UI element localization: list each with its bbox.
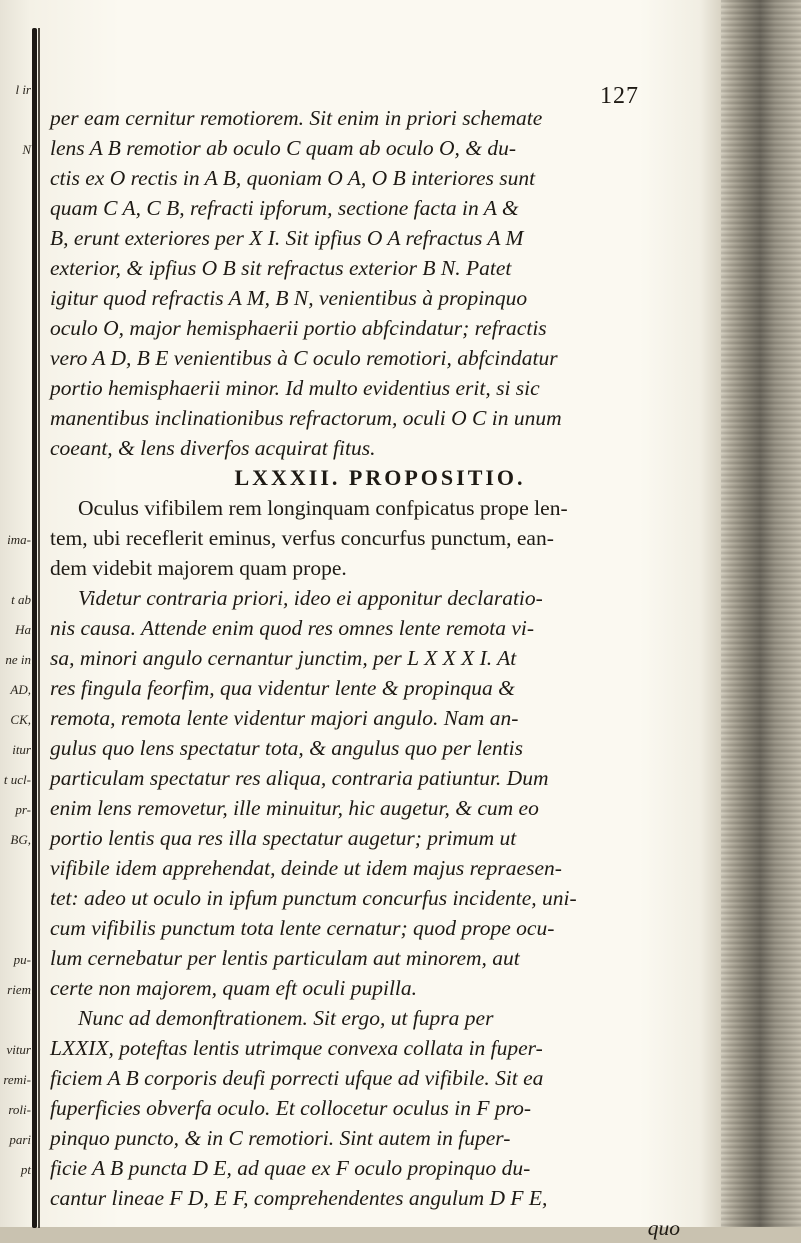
demonstration-line: particulam spectatur res aliqua, contraria patiuntur. Dum <box>50 766 549 790</box>
text-line: lens A B remotior ab oculo C quam ab oculo O, & du- <box>50 136 517 160</box>
facing-page-fragment <box>0 345 31 375</box>
demonstration-line: tet: adeo ut oculo in ipfum punctum concurfus incidente, uni- <box>50 886 577 910</box>
demonstration-line: enim lens removetur, ille minuitur, hic augetur, & cum eo <box>50 796 539 820</box>
facing-page-fragment: t ucl- <box>3 772 31 787</box>
proposition-line: dem videbit majorem quam prope. <box>50 556 347 580</box>
facing-page-fragment: Ha <box>15 622 31 637</box>
paragraph-line: ficie A B puncta D E, ad quae ex F oculo propinquo du- <box>50 1156 531 1180</box>
page-gutter-rule <box>32 28 37 1228</box>
facing-page-fragment: t ab <box>11 592 31 607</box>
facing-page-fragment <box>0 315 31 345</box>
demonstration-line: Videtur contraria priori, ideo ei apponitur declaratio- <box>78 586 543 610</box>
facing-page-fragment <box>0 855 31 885</box>
facing-page-fragment <box>0 195 31 225</box>
facing-page-fragment <box>0 555 31 585</box>
facing-page-fragment: CK, <box>10 712 31 727</box>
facing-page-fragment <box>0 915 31 945</box>
facing-page-fragment: ima- <box>7 532 31 547</box>
facing-page-fragment <box>0 105 31 135</box>
proposition-heading: LXXXII. PROPOSITIO. <box>234 465 526 490</box>
facing-page-fragment: pari <box>9 1132 31 1147</box>
catchword: quo <box>647 1216 680 1240</box>
facing-page-fragment <box>0 885 31 915</box>
page-body <box>50 103 710 1243</box>
demonstration-line: cum vifibilis punctum tota lente cernatur; quod prope ocu- <box>50 916 555 940</box>
demonstration-line: res fingula feorfim, qua videntur lente & propinqua & <box>50 676 515 700</box>
facing-page-fragment: vitur <box>6 1042 31 1057</box>
paragraph-line: cantur lineae F D, E F, comprehendentes angulum D F E, <box>50 1186 548 1210</box>
paragraph-line: LXXIX, poteftas lentis utrimque convexa collata in fuper- <box>50 1036 543 1060</box>
facing-page-fragment: AD, <box>10 682 31 697</box>
facing-page-fragment <box>0 1005 31 1035</box>
page-gutter-rule-inner <box>38 28 40 1228</box>
text-line: per eam cernitur remotiorem. Sit enim in priori schemate <box>50 106 543 130</box>
text-line: exterior, & ipfius O B sit refractus exterior B N. Patet <box>50 256 512 280</box>
facing-page-fragment <box>0 435 31 465</box>
facing-page-fragment: N <box>22 142 31 157</box>
facing-page-fragment: itur <box>12 742 31 757</box>
demonstration-line: vifibile idem apprehendat, deinde ut idem majus repraesen- <box>50 856 562 880</box>
demonstration-line: gulus quo lens spectatur tota, & angulus quo per lentis <box>50 736 523 760</box>
facing-page-fragment <box>0 405 31 435</box>
paragraph-line: pinquo puncto, & in C remotiori. Sint autem in fuper- <box>50 1126 511 1150</box>
facing-page-fragment <box>0 465 31 495</box>
proposition-line: Oculus vifibilem rem longinquam confpicatus prope len- <box>78 496 568 520</box>
facing-page-fragment <box>0 495 31 525</box>
book-fore-edge <box>721 0 801 1227</box>
facing-page-fragment: riem <box>7 982 31 997</box>
paragraph-line: fuperficies obverfa oculo. Et collocetur oculus in F pro- <box>50 1096 532 1120</box>
text-line: coeant, & lens diverfos acquirat fitus. <box>50 436 376 460</box>
demonstration-line: nis causa. Attende enim quod res omnes lente remota vi- <box>50 616 535 640</box>
demonstration-line: remota, remota lente videntur majori angulo. Nam an- <box>50 706 519 730</box>
demonstration-line: sa, minori angulo cernantur junctim, per L X X X I. At <box>50 646 517 670</box>
text-line: oculo O, major hemisphaerii portio abfcindatur; refractis <box>50 316 547 340</box>
facing-page-fragment: ne in <box>5 652 31 667</box>
facing-page-fragment: pt <box>20 1162 31 1177</box>
facing-page-fragment <box>0 165 31 195</box>
facing-page-fragment: pr- <box>15 802 31 817</box>
demonstration-line: lum cernebatur per lentis particulam aut minorem, aut <box>50 946 520 970</box>
text-line: B, erunt exteriores per X I. Sit ipfius O A refractus A M <box>50 226 524 250</box>
proposition-line: tem, ubi receflerit eminus, verfus concurfus punctum, ean- <box>50 526 554 550</box>
text-line: quam C A, C B, refracti ipforum, sectione facta in A & <box>50 196 519 220</box>
facing-page-fragments <box>0 75 31 1185</box>
paragraph-line: ficiem A B corporis deufi porrecti ufque ad vifibile. Sit ea <box>50 1066 544 1090</box>
text-line: portio hemisphaerii minor. Id multo evidentius erit, si sic <box>50 376 540 400</box>
paragraph-line: Nunc ad demonftrationem. Sit ergo, ut fupra per <box>78 1006 494 1030</box>
page-number: 127 <box>600 83 639 109</box>
facing-page-fragment <box>0 375 31 405</box>
facing-page-fragment: remi- <box>3 1072 31 1087</box>
text-line: vero A D, B E venientibus à C oculo remotiori, abfcindatur <box>50 346 558 370</box>
facing-page-fragment: l ir <box>15 82 31 97</box>
facing-page-fragment <box>0 285 31 315</box>
facing-page-fragment: roli- <box>8 1102 31 1117</box>
facing-page-fragment: BG, <box>10 832 31 847</box>
facing-page-fragment <box>0 225 31 255</box>
facing-page-fragment: pu- <box>13 952 31 967</box>
facing-page-fragment <box>0 255 31 285</box>
text-line: manentibus inclinationibus refractorum, oculi O C in unum <box>50 406 562 430</box>
text-line: igitur quod refractis A M, B N, venientibus à propinquo <box>50 286 528 310</box>
demonstration-line: certe non majorem, quam eft oculi pupilla. <box>50 976 418 1000</box>
text-line: ctis ex O rectis in A B, quoniam O A, O B interiores sunt <box>50 166 536 190</box>
demonstration-line: portio lentis qua res illa spectatur augetur; primum ut <box>50 826 517 850</box>
